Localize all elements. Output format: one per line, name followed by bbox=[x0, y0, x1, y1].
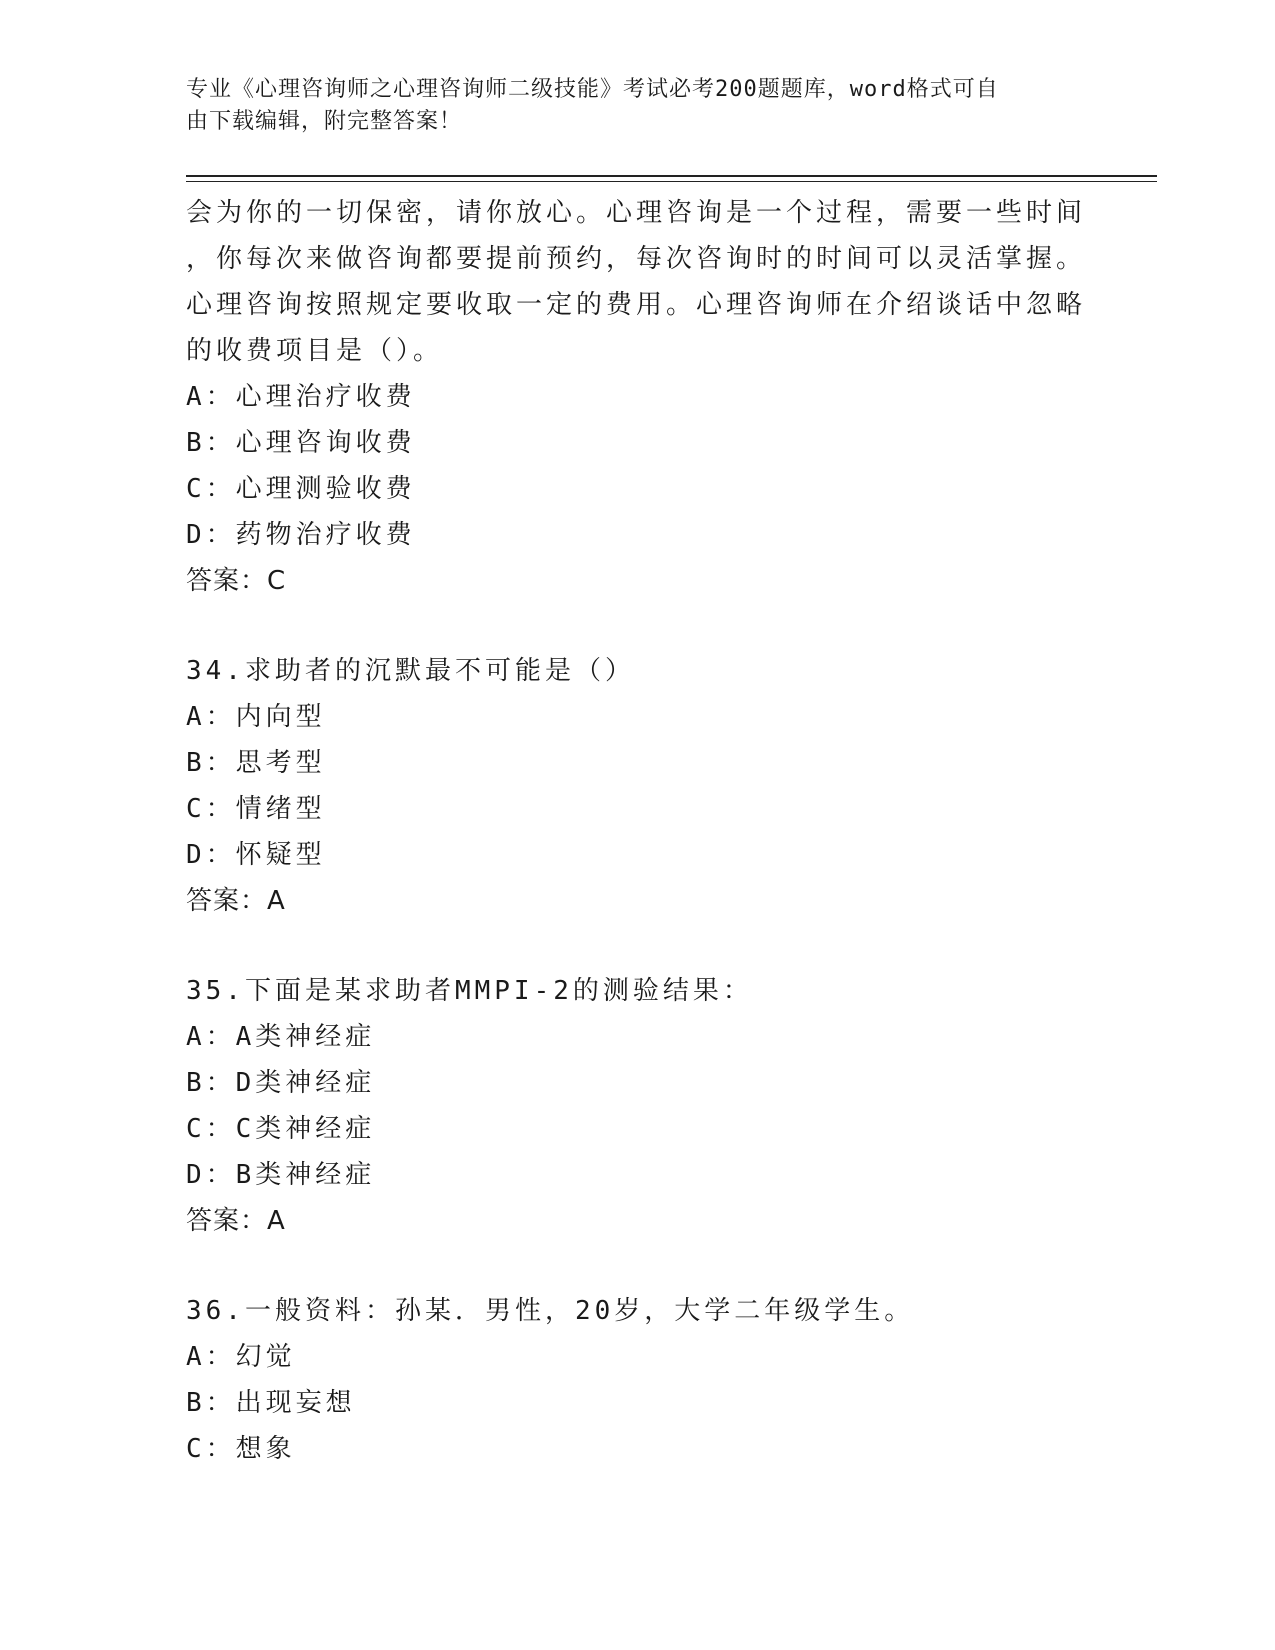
option-c: C：想象 bbox=[186, 1434, 296, 1464]
spacer bbox=[186, 1244, 1106, 1288]
spacer bbox=[186, 924, 1106, 968]
option-a: A：A类神经症 bbox=[186, 1022, 376, 1052]
header-divider-thin bbox=[186, 181, 1157, 182]
option-d: D：怀疑型 bbox=[186, 840, 326, 870]
option-b: B：心理咨询收费 bbox=[186, 428, 416, 458]
question-34-text: 34.求助者的沉默最不可能是（） bbox=[186, 656, 635, 686]
option-b: B：思考型 bbox=[186, 748, 326, 778]
question-33-text-line-4: 的收费项目是（）。 bbox=[186, 336, 444, 366]
option-a: A：内向型 bbox=[186, 702, 326, 732]
option-c: C：心理测验收费 bbox=[186, 474, 416, 504]
question-33-text-line-1: 会为你的一切保密，请你放心。心理咨询是一个过程，需要一些时间 bbox=[186, 198, 1087, 228]
question-36-text: 36.一般资料：孙某．男性，20岁，大学二年级学生。 bbox=[186, 1296, 915, 1326]
question-34 bbox=[186, 648, 1106, 924]
answer-line: 答案：A bbox=[186, 886, 286, 916]
question-35 bbox=[186, 968, 1106, 1244]
question-33 bbox=[186, 190, 1106, 604]
answer-line: 答案：A bbox=[186, 1206, 286, 1236]
option-a: A：幻觉 bbox=[186, 1342, 296, 1372]
document-header bbox=[186, 74, 1066, 138]
spacer bbox=[186, 604, 1106, 648]
option-d: D：B类神经症 bbox=[186, 1160, 376, 1190]
option-b: B：D类神经症 bbox=[186, 1068, 376, 1098]
header-line-2: 由下载编辑，附完整答案！ bbox=[186, 109, 463, 134]
answer-line: 答案：C bbox=[186, 566, 287, 596]
question-36 bbox=[186, 1288, 1106, 1472]
question-33-text-line-3: 心理咨询按照规定要收取一定的费用。心理咨询师在介绍谈话中忽略 bbox=[186, 290, 1087, 320]
option-c: C：情绪型 bbox=[186, 794, 326, 824]
option-d: D：药物治疗收费 bbox=[186, 520, 416, 550]
option-c: C：C类神经症 bbox=[186, 1114, 376, 1144]
option-b: B：出现妄想 bbox=[186, 1388, 356, 1418]
header-line-1: 专业《心理咨询师之心理咨询师二级技能》考试必考200题题库，word格式可自 bbox=[186, 77, 999, 102]
option-a: A：心理治疗收费 bbox=[186, 382, 416, 412]
question-33-text-line-2: ，你每次来做咨询都要提前预约，每次咨询时的时间可以灵活掌握。 bbox=[186, 244, 1087, 274]
question-content bbox=[186, 190, 1106, 1472]
header-divider-thick bbox=[186, 175, 1157, 177]
question-35-text: 35.下面是某求助者MMPI-2的测验结果： bbox=[186, 976, 753, 1006]
